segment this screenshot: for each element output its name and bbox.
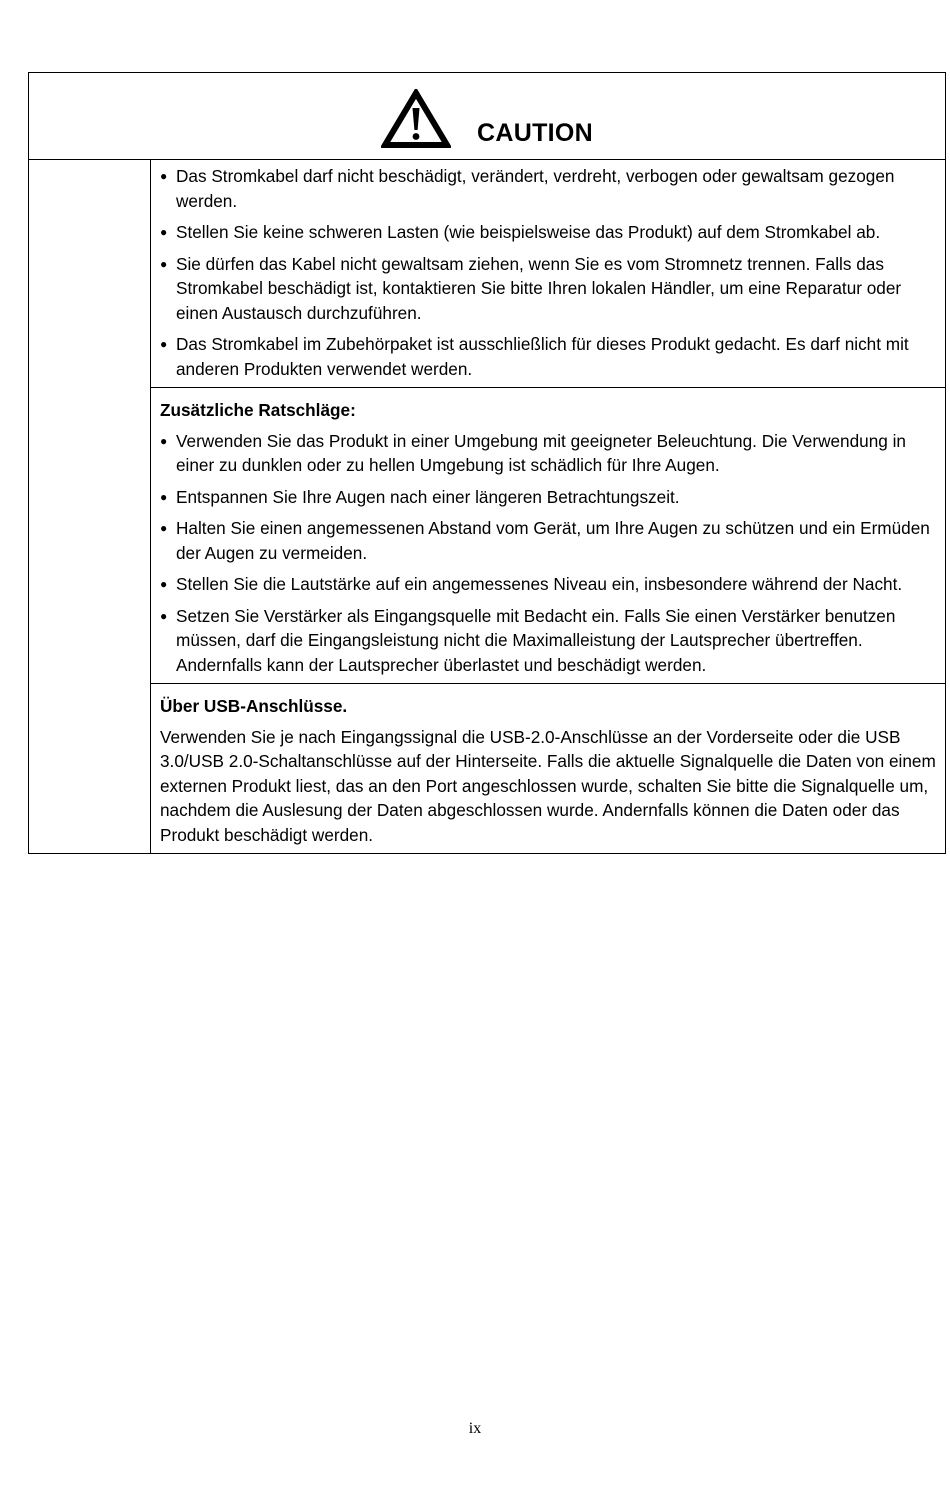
advice-cell	[151, 388, 946, 684]
power-cable-row	[29, 160, 946, 388]
list-item: ● Sie dürfen das Kabel nicht gewaltsam ziehen, wenn Sie es vom Stromnetz trennen. Falls das Stromkabel beschädigt ist, kontaktieren Sie bitte Ihren lokalen Händler, um eine Reparatur oder einen Austausch durchzuführen.	[160, 252, 936, 326]
power-cable-list	[160, 164, 936, 381]
caution-header	[29, 83, 945, 149]
page-number: ix	[468, 1420, 482, 1437]
list-item: ● Verwenden Sie das Produkt in einer Umgebung mit geeigneter Beleuchtung. Die Verwendung in einer zu dunklen oder zu hellen Umgebung ist schädlich für Ihre Augen.	[160, 429, 936, 478]
caution-title: CAUTION	[477, 118, 593, 147]
usb-cell	[151, 684, 946, 854]
row-label-cell	[29, 160, 151, 854]
caution-header-cell	[29, 73, 946, 160]
list-item: ● Das Stromkabel darf nicht beschädigt, verändert, verdreht, verbogen oder gewaltsam gezogen werden.	[160, 164, 936, 213]
caution-header-row	[29, 73, 946, 160]
advice-row	[29, 388, 946, 684]
list-item: ● Stellen Sie keine schweren Lasten (wie beispielsweise das Produkt) auf dem Stromkabel ab.	[160, 220, 936, 245]
usb-heading: Über USB-Anschlüsse.	[160, 696, 348, 716]
list-item: ● Halten Sie einen angemessenen Abstand vom Gerät, um Ihre Augen zu schützen und ein Ermüden der Augen zu vermeiden.	[160, 516, 936, 565]
list-item: ● Setzen Sie Verstärker als Eingangsquelle mit Bedacht ein. Falls Sie einen Verstärker benutzen müssen, darf die Eingangsleistung nicht die Maximalleistung der Lautsprecher übertreffen. Andernfalls kann der Lautsprecher überlastet und beschädigt werden.	[160, 604, 936, 678]
usb-row	[29, 684, 946, 854]
list-item: ● Das Stromkabel im Zubehörpaket ist ausschließlich für dieses Produkt gedacht. Es darf nicht mit anderen Produkten verwendet werden.	[160, 332, 936, 381]
warning-triangle-icon	[381, 89, 451, 149]
power-cable-cell	[151, 160, 946, 388]
caution-table	[28, 72, 946, 854]
advice-heading: Zusätzliche Ratschläge:	[160, 400, 356, 420]
advice-list	[160, 429, 936, 678]
usb-text: Verwenden Sie je nach Eingangssignal die USB-2.0-Anschlüsse an der Vorderseite oder die USB 3.0/USB 2.0-Schaltanschlüsse auf der Hinterseite. Falls die aktuelle Signalquelle die Daten von einem externen Produkt liest, das an den Port angeschlossen wurde, schalten Sie bitte die Signalquelle um, nachdem die Auslesung der Daten abgeschlossen wurde. Andernfalls können die Daten oder das Produkt beschädigt werden.	[160, 726, 936, 845]
list-item: ● Entspannen Sie Ihre Augen nach einer längeren Betrachtungszeit.	[160, 485, 936, 510]
list-item: ● Stellen Sie die Lautstärke auf ein angemessenes Niveau ein, insbesondere während der Nacht.	[160, 572, 936, 597]
